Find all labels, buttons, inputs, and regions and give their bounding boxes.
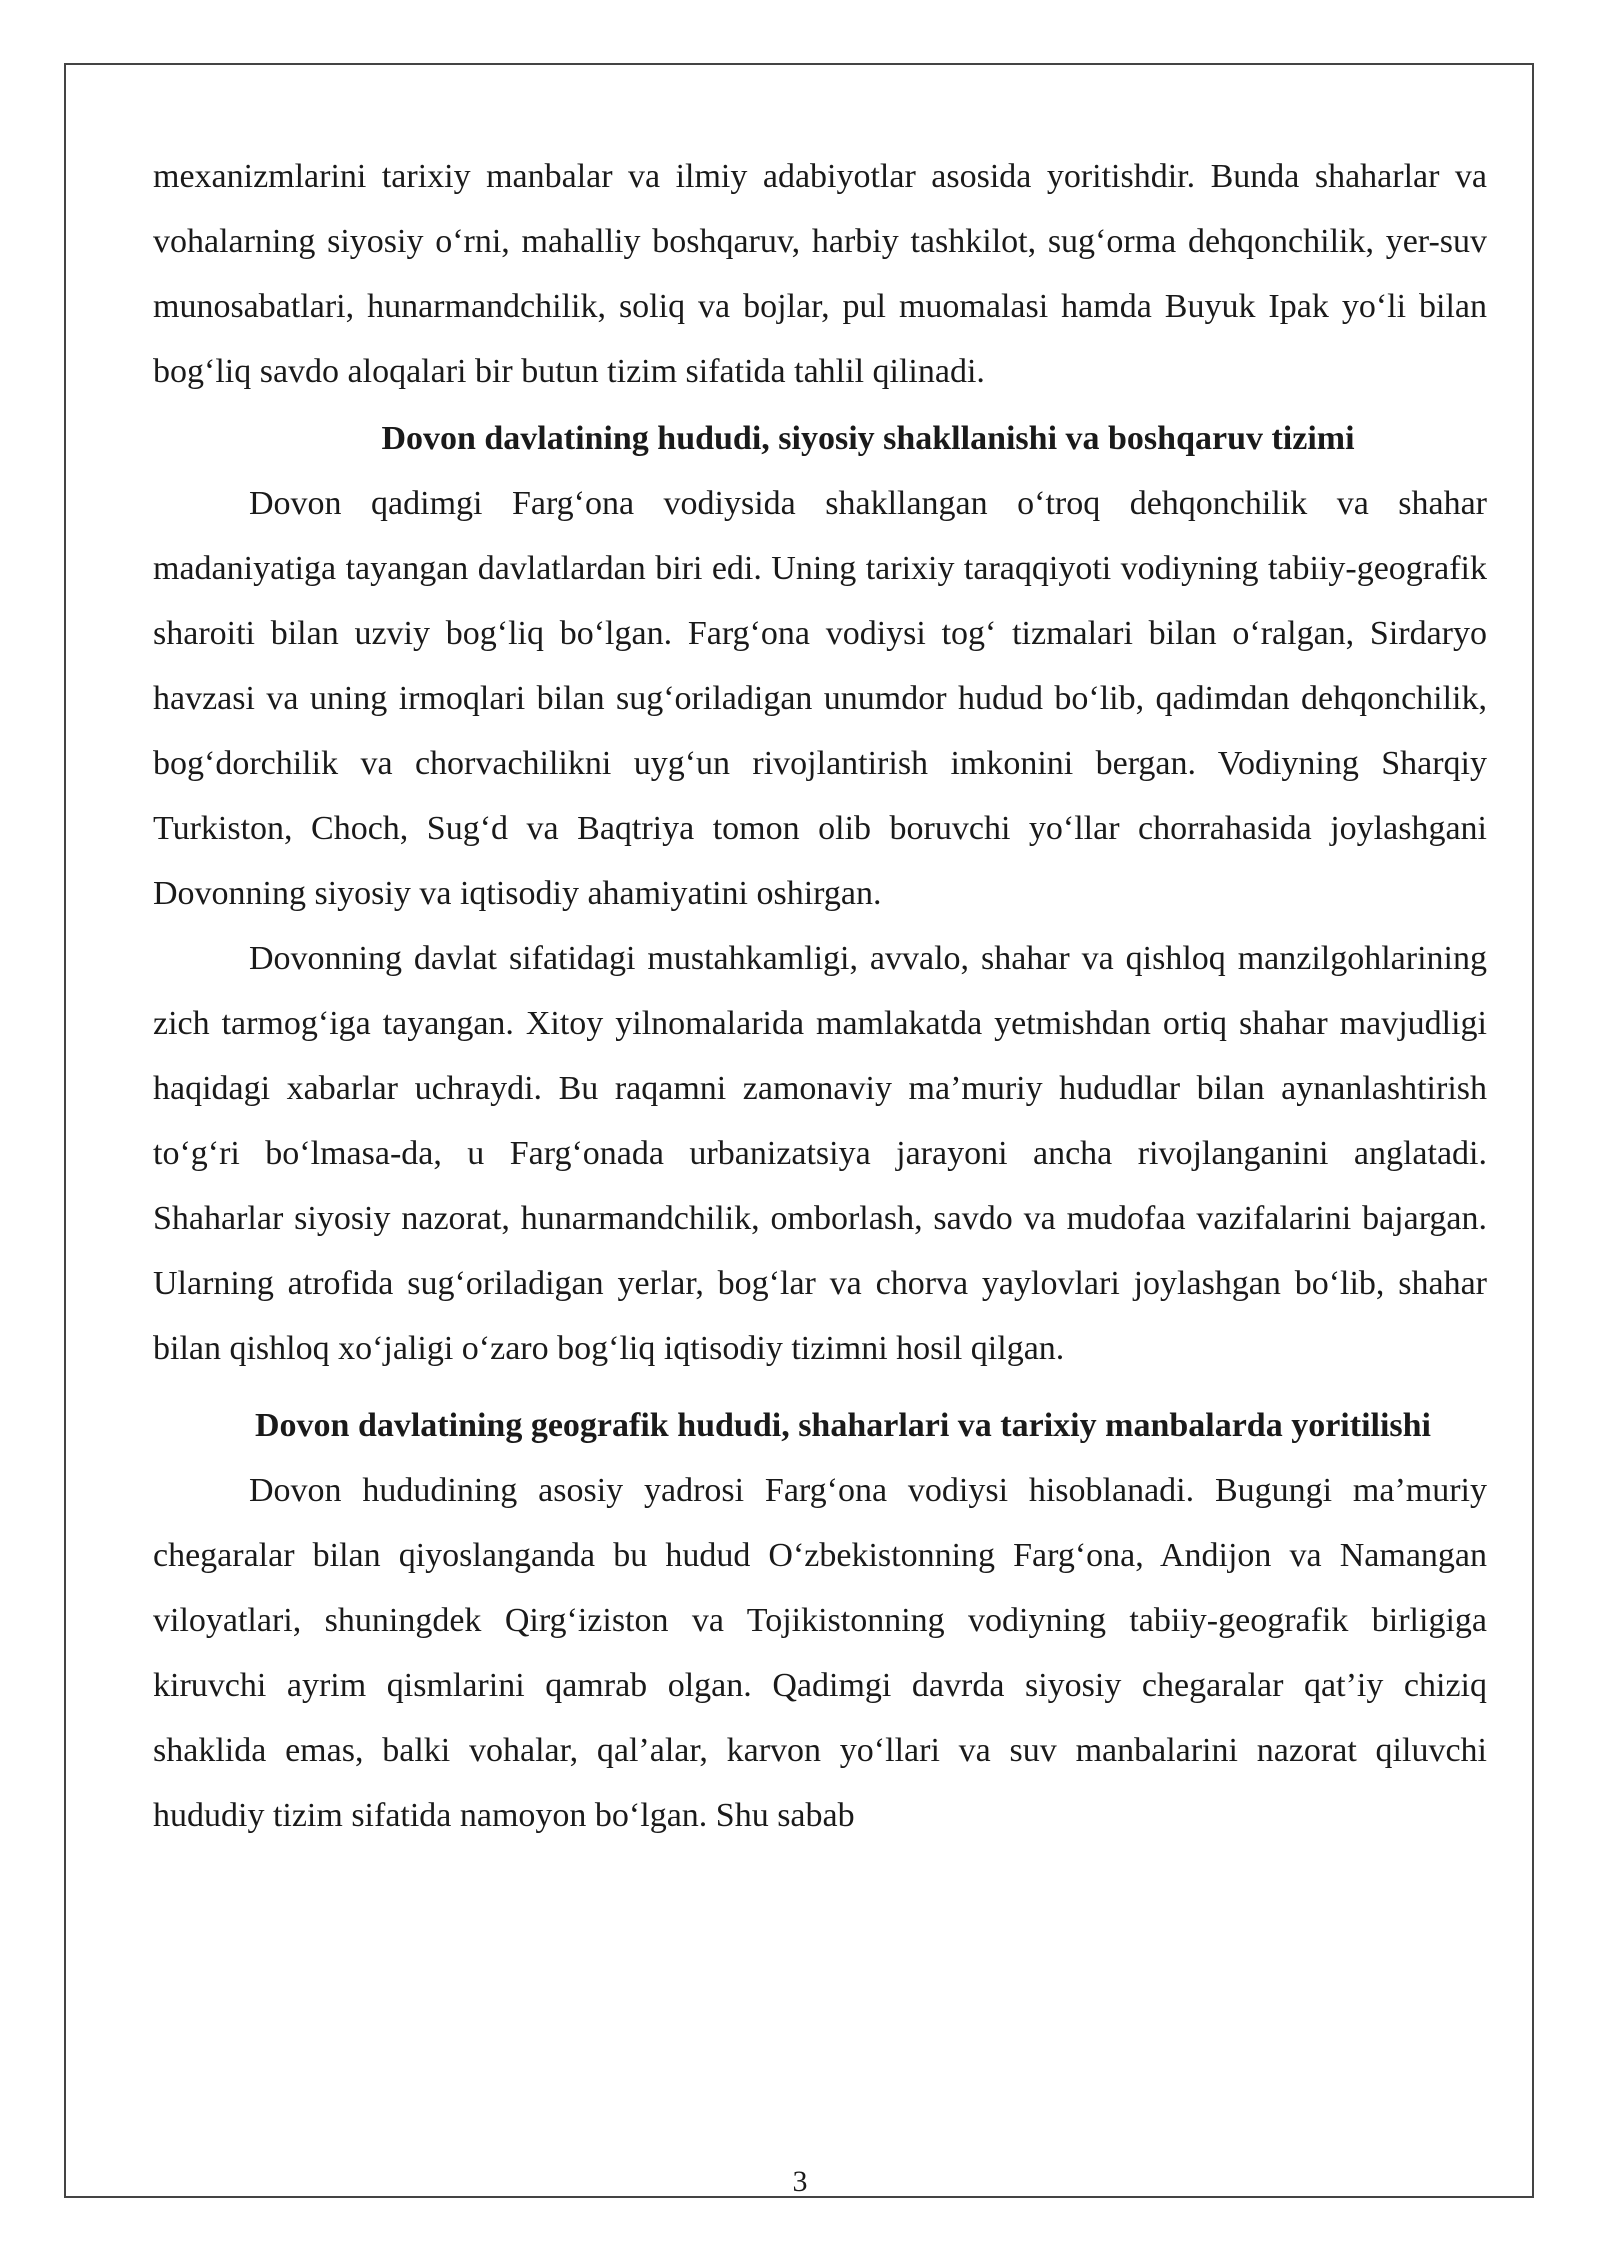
paragraph-dovon-territory: Dovon hududining asosiy yadrosi Farg‘ona vodiysi hisoblanadi. Bugungi ma’muriy chegaralar bilan qiyoslanganda bu hudud O‘zbekistonning Farg‘ona, Andijon va Namangan viloyatlari, shuningdek Qirg‘iziston va Tojikistonning vodiyning tabiiy-geografik birligiga kiruvchi ayrim qismlarini qamrab olgan. Qadimgi davrda siyosiy chegaralar qat’iy chiziq shaklida emas, balki vohalar, qal’alar, karvon yo‘llari va suv manbalarini nazorat qiluvchi hududiy tizim sifatida namoyon bo‘lgan. Shu sabab [153, 1472, 1487, 1834]
document-body [153, 144, 1487, 1848]
paragraph-dovon-overview: Dovon qadimgi Farg‘ona vodiysida shakllangan o‘troq dehqonchilik va shahar madaniyatiga tayangan davlatlardan biri edi. Uning tarixiy taraqqiyoti vodiyning tabiiy-geografik sharoiti bilan uzviy bog‘liq bo‘lgan. Farg‘ona vodiysi tog‘ tizmalari bilan o‘ralgan, Sirdaryo havzasi va uning irmoqlari bilan sug‘oriladigan unumdor hudud bo‘lib, qadimdan dehqonchilik, bog‘dorchilik va chorvachilikni uyg‘un rivojlantirish imkonini bergan. Vodiyning Sharqiy Turkiston, Choch, Sug‘d va Baqtriya tomon olib boruvchi yo‘llar chorrahasida joylashgani Dovonning siyosiy va iqtisodiy ahamiyatini oshirgan. [153, 485, 1487, 912]
section-heading-territory-governance: Dovon davlatining hududi, siyosiy shakllanishi va boshqaruv tizimi [381, 420, 1355, 457]
section-heading-geography-sources: Dovon davlatining geografik hududi, shaharlari va tarixiy manbalarda yoritilishi [254, 1407, 1431, 1444]
page-number: 3 [792, 2165, 808, 2198]
paragraph-intro-continuation: mexanizmlarini tarixiy manbalar va ilmiy adabiyotlar asosida yoritishdir. Bunda shaharlar va vohalarning siyosiy o‘rni, mahalliy boshqaruv, harbiy tashkilot, sug‘orma dehqonchilik, yer-suv munosabatlari, hunarmandchilik, soliq va bojlar, pul muomalasi hamda Buyuk Ipak yo‘li bilan bog‘liq savdo aloqalari bir butun tizim sifatida tahlil qilinadi. [153, 158, 1487, 390]
paragraph-dovon-cities: Dovonning davlat sifatidagi mustahkamligi, avvalo, shahar va qishloq manzilgohlarining zich tarmog‘iga tayangan. Xitoy yilnomalarida mamlakatda yetmishdan ortiq shahar mavjudligi haqidagi xabarlar uchraydi. Bu raqamni zamonaviy ma’muriy hududlar bilan aynanlashtirish to‘g‘ri bo‘lmasa-da, u Farg‘onada urbanizatsiya jarayoni ancha rivojlanganini anglatadi. Shaharlar siyosiy nazorat, hunarmandchilik, omborlash, savdo va mudofaa vazifalarini bajargan. Ularning atrofida sug‘oriladigan yerlar, bog‘lar va chorva yaylovlari joylashgan bo‘lib, shahar bilan qishloq xo‘jaligi o‘zaro bog‘liq iqtisodiy tizimni hosil qilgan. [153, 940, 1487, 1367]
